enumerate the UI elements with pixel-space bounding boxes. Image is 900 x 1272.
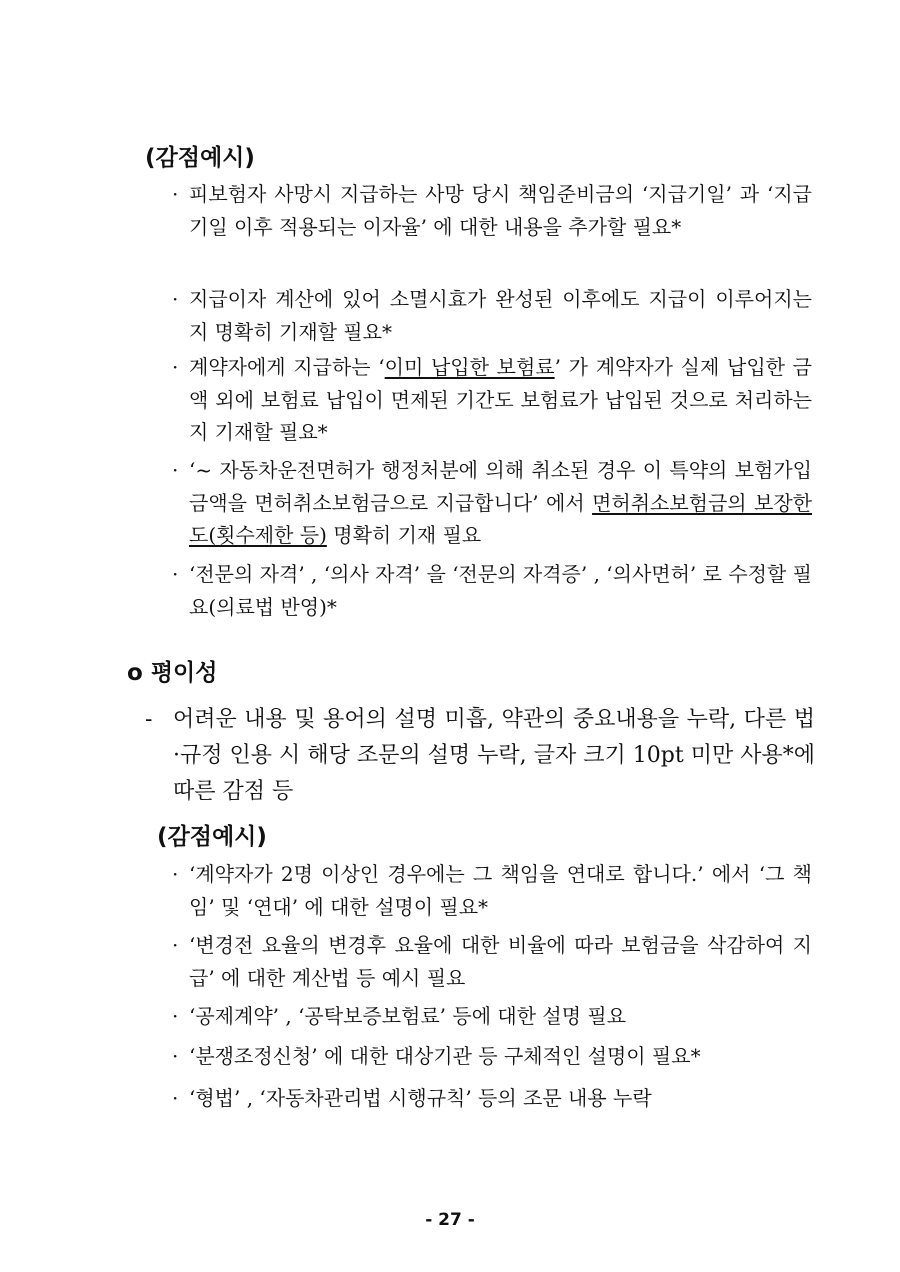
- list-item: [172, 1000, 812, 1033]
- section-title: [127, 654, 217, 687]
- text-segment: ’ 가 계약자가 실제 납입한 금액 외에 보험료 납입이 면제된 기간도 보험료가 납입된 것으로 처리하는지 기재할 필요*: [189, 355, 812, 444]
- list-item: [172, 858, 812, 923]
- list-item-text: ‘분쟁조정신청’ 에 대한 대상기관 등 구체적인 설명이 필요*: [189, 1044, 701, 1068]
- bullet-mark: ·: [172, 182, 179, 206]
- bullet-mark: ·: [172, 1086, 179, 1110]
- list-item: [172, 283, 812, 348]
- list-item: [172, 351, 812, 449]
- list-item: [172, 1040, 812, 1073]
- list-item-text: ‘변경전 요율의 변경후 요율에 대한 비율에 따라 보험금을 삭감하여 지급’ 에 대한 계산법 등 예시 필요: [189, 933, 812, 990]
- bullet-mark: ·: [172, 862, 179, 886]
- text-segment: 명확히 기재 필요: [326, 523, 482, 547]
- list-item-text: 지급이자 계산에 있어 소멸시효가 완성된 이후에도 지급이 이루어지는지 명확히 기재할 필요*: [189, 287, 812, 344]
- page-number: - 27 -: [425, 1210, 475, 1230]
- bullet-mark: ·: [172, 458, 179, 482]
- list-item: [172, 929, 812, 994]
- list-item-text: [189, 454, 812, 552]
- section-title-text: 평이성: [150, 660, 218, 686]
- list-item-text: ‘공제계약’ , ‘공탁보증보험료’ 등에 대한 설명 필요: [189, 1004, 627, 1028]
- list-item: [172, 178, 812, 243]
- dash-mark: -: [145, 707, 153, 732]
- list-item-text: 피보험자 사망시 지급하는 사망 당시 책임준비금의 ‘지급기일’ 과 ‘지급기일 이후 적용되는 이자율’ 에 대한 내용을 추가할 필요*: [189, 182, 812, 239]
- list-item-text: ‘계약자가 2명 이상인 경우에는 그 책임을 연대로 합니다.’ 에서 ‘그 책임’ 및 ‘연대’ 에 대한 설명이 필요*: [189, 862, 812, 919]
- text-segment: ‘~ 자동차운전면허가 행정처분에 의해 취소된 경우 이 특약의 보험가입금액을 면허취소보험금으로 지급합니다’ 에서: [189, 458, 812, 515]
- bullet-mark: ·: [172, 933, 179, 957]
- bullet-mark: ·: [172, 1004, 179, 1028]
- list-item: [172, 558, 812, 623]
- section-description: [145, 702, 815, 810]
- underlined-phrase: 이미 납입한 보험료: [384, 355, 555, 379]
- bullet-mark: ·: [172, 562, 179, 586]
- section-description-text: 어려운 내용 및 용어의 설명 미흡, 약관의 중요내용을 누락, 다른 법·규정 인용 시 해당 조문의 설명 누락, 글자 크기 10pt 미만 사용*에 따른 감점 등: [173, 707, 815, 804]
- example-heading-1: (감점예시): [145, 145, 255, 171]
- example-heading-2: (감점예시): [157, 824, 267, 850]
- bullet-mark: ·: [172, 1044, 179, 1068]
- underlined-phrase: 면허취소보험금의 보장한도(횟수제한 등): [189, 490, 812, 547]
- text-segment: 계약자에게 지급하는 ‘: [189, 355, 385, 379]
- bullet-mark: ·: [172, 287, 179, 311]
- bullet-mark: ·: [172, 355, 179, 379]
- list-item: [172, 1082, 812, 1115]
- section-marker: o: [127, 660, 143, 686]
- list-item-text: ‘형법’ , ‘자동차관리법 시행규칙’ 등의 조문 내용 누락: [189, 1086, 652, 1110]
- list-item: [172, 454, 812, 552]
- list-item-text: ‘전문의 자격’ , ‘의사 자격’ 을 ‘전문의 자격증’ , ‘의사면허’ 로 수정할 필요(의료법 반영)*: [189, 562, 812, 619]
- list-item-text: [189, 351, 812, 449]
